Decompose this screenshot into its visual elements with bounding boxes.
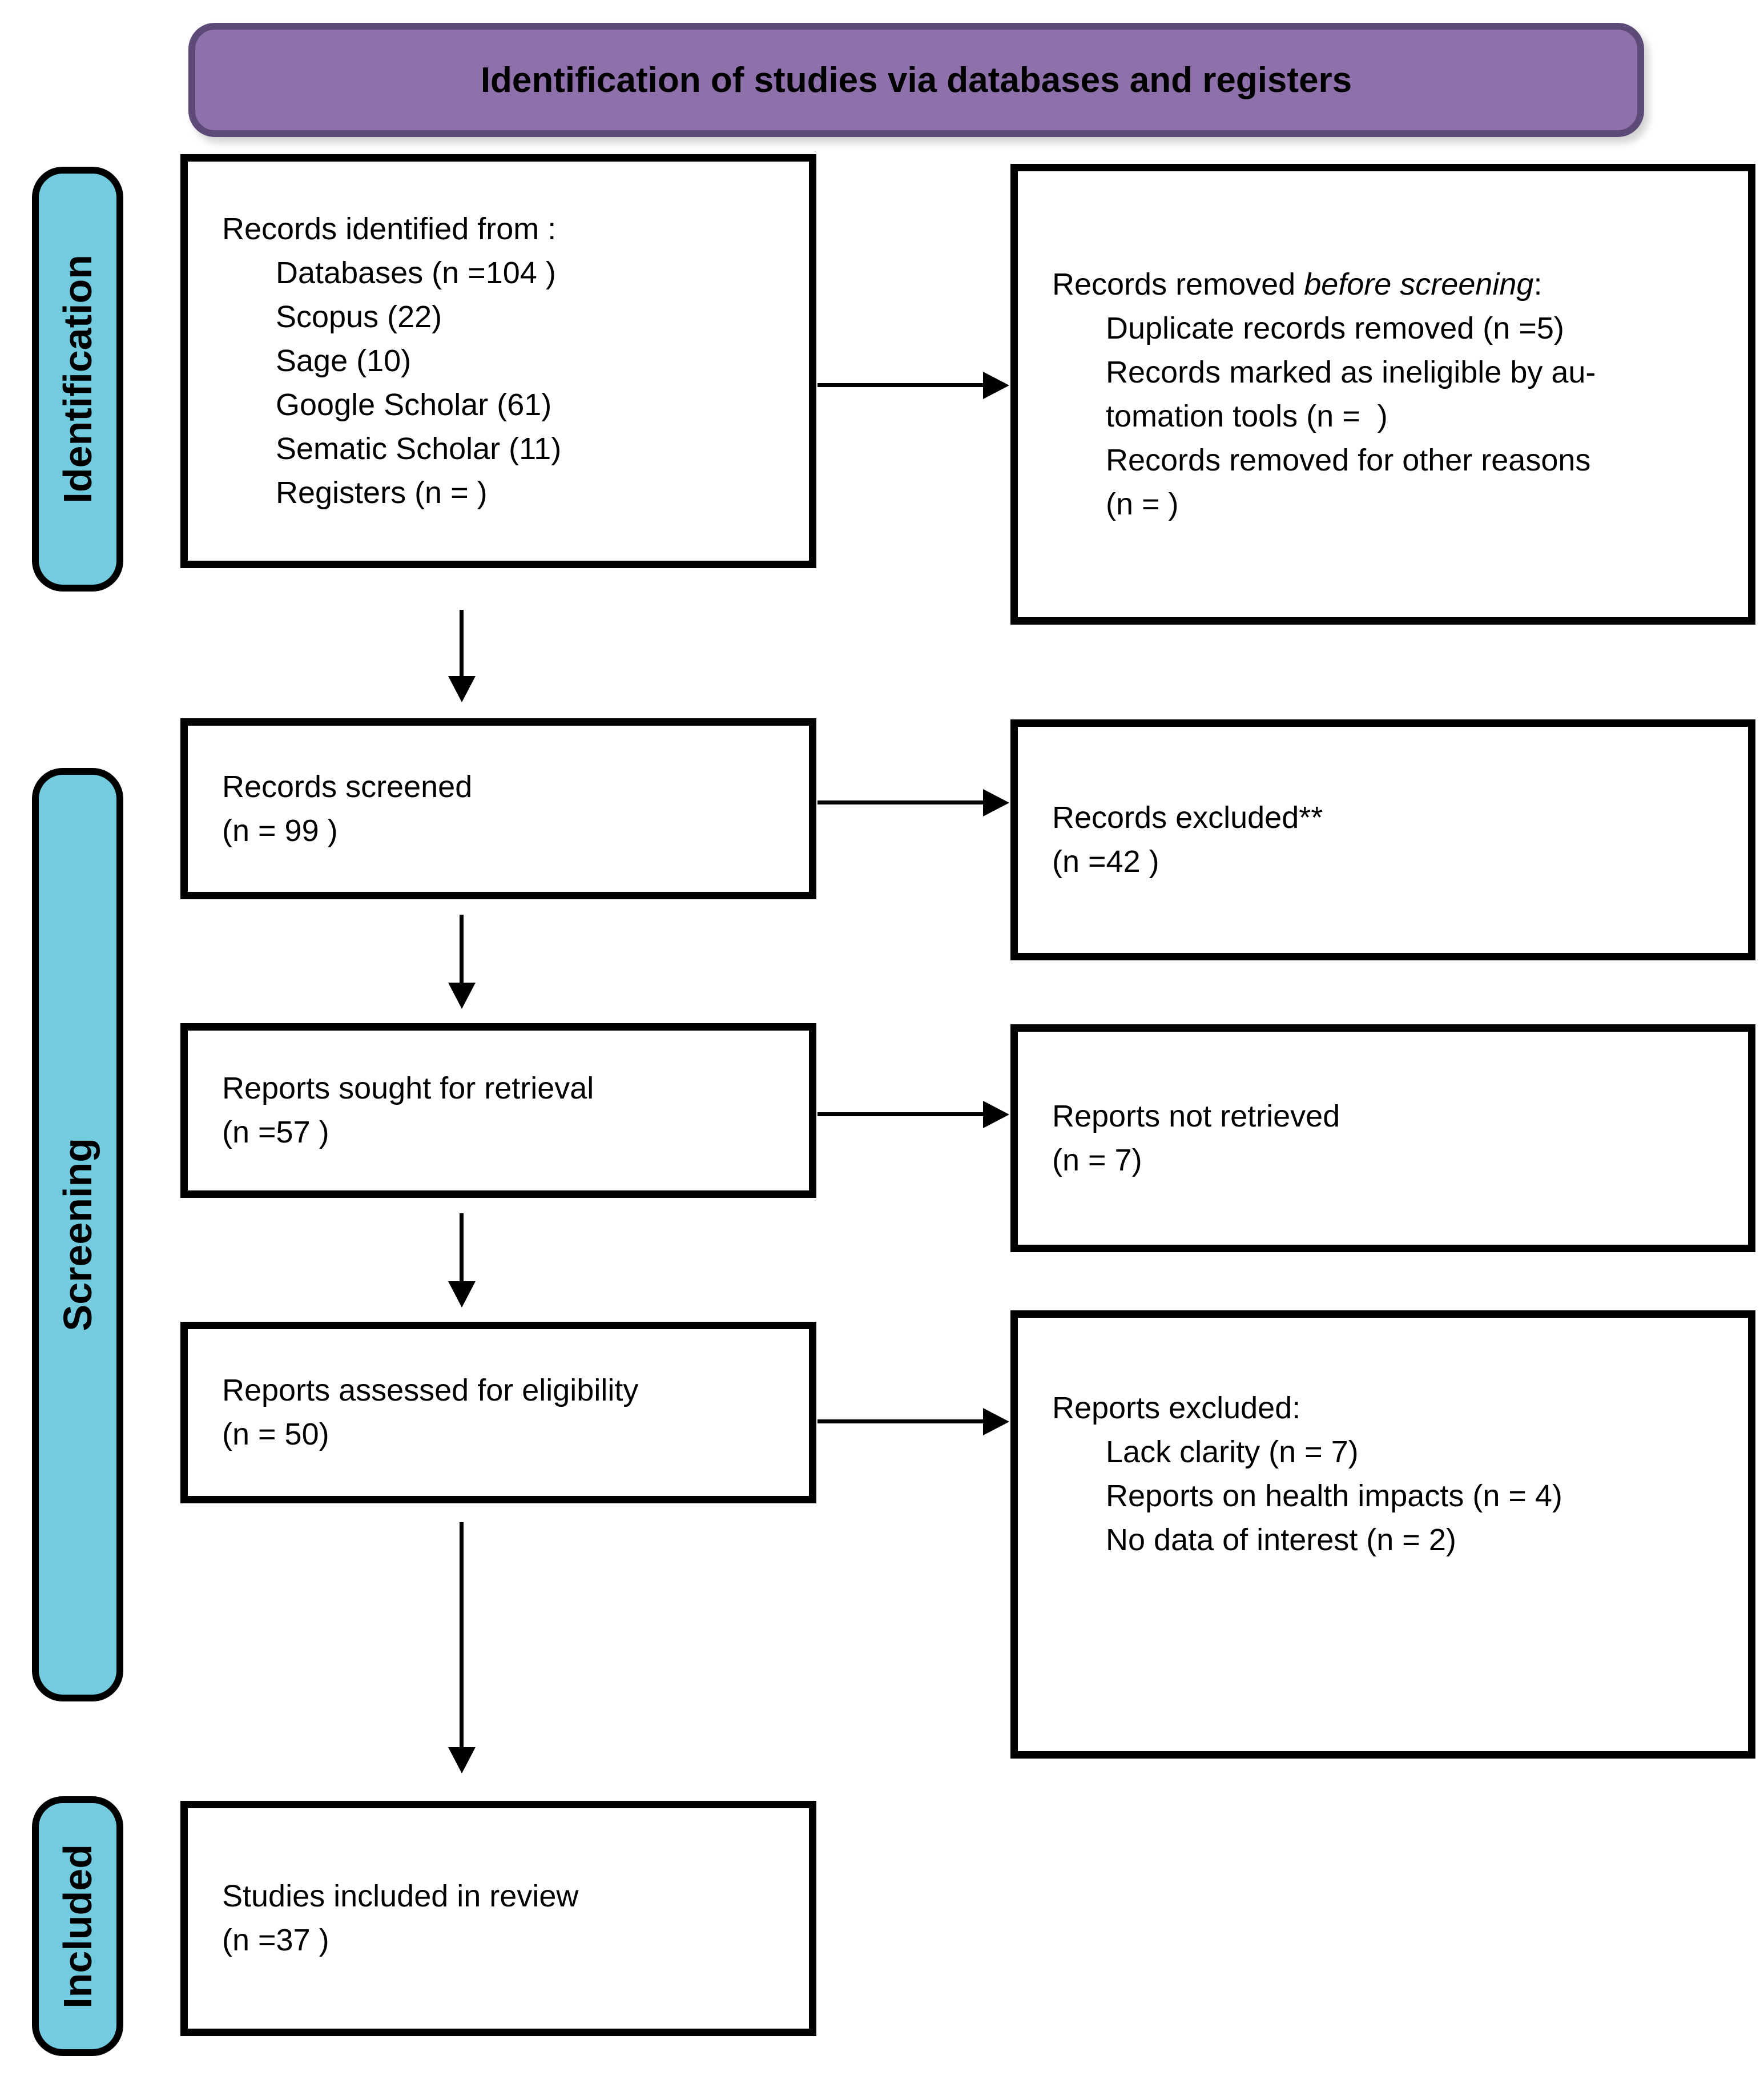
arrow-assessed-to-included (460, 1522, 464, 1747)
stage-included (32, 1796, 123, 2056)
box-studies-included (180, 1801, 816, 2036)
source-sematic-scholar: Sematic Scholar (11) (276, 432, 562, 466)
box-records-excluded (1010, 719, 1755, 960)
excluded-health-impacts: Reports on health impacts (n = 4) (1106, 1479, 1562, 1513)
box-records-excluded-count: (n =42 ) (1052, 844, 1159, 879)
stage-identification-label: Identification (55, 255, 100, 504)
stage-screening-label: Screening (55, 1138, 100, 1331)
box-studies-included-title: Studies included in review (222, 1879, 579, 1913)
header-banner (188, 23, 1644, 137)
box-reports-not-retrieved-title: Reports not retrieved (1052, 1099, 1340, 1133)
box-reports-sought-count: (n =57 ) (222, 1115, 329, 1149)
stage-included-label: Included (55, 1844, 100, 2009)
box-reports-sought (180, 1023, 816, 1198)
box-records-identified (180, 154, 816, 568)
page-title: Identification of studies via databases and registers (480, 60, 1352, 100)
arrow-sought-to-not-retrieved (817, 1112, 983, 1116)
arrow-identified-to-screened (460, 610, 464, 676)
source-google-scholar: Google Scholar (61) (276, 388, 552, 422)
source-sage: Sage (10) (276, 344, 412, 378)
source-databases: Databases (n =104 ) (276, 256, 556, 290)
removed-automation-2: tomation tools (n = ) (1106, 399, 1388, 433)
box-records-removed-title (1052, 263, 1731, 307)
box-records-screened-count: (n = 99 ) (222, 813, 338, 848)
box-records-screened-title: Records screened (222, 769, 473, 804)
box-reports-assessed (180, 1322, 816, 1503)
box-reports-not-retrieved-count: (n = 7) (1052, 1142, 1142, 1177)
arrow-identified-to-removed (817, 383, 983, 387)
removed-duplicates: Duplicate records removed (n =5) (1106, 311, 1564, 345)
arrow-sought-to-assessed (460, 1213, 464, 1281)
removed-other-reasons-2: (n = ) (1106, 486, 1179, 521)
box-records-identified-title: Records identified from : (222, 212, 557, 246)
box-records-removed (1010, 164, 1755, 625)
box-reports-not-retrieved (1010, 1024, 1755, 1252)
removed-automation-1: Records marked as ineligible by au- (1106, 355, 1596, 389)
title-prefix: Records removed (1052, 267, 1304, 301)
arrow-screened-to-sought (460, 915, 464, 983)
box-records-excluded-title: Records excluded** (1052, 800, 1323, 835)
box-records-screened (180, 718, 816, 899)
title-suffix: : (1533, 267, 1543, 301)
box-reports-assessed-count: (n = 50) (222, 1417, 329, 1451)
arrow-assessed-to-reports-excluded (817, 1419, 983, 1423)
stage-identification (32, 167, 123, 592)
box-reports-excluded-title: Reports excluded: (1052, 1391, 1301, 1425)
excluded-no-data: No data of interest (n = 2) (1106, 1523, 1456, 1557)
box-reports-excluded (1010, 1310, 1755, 1759)
source-scopus: Scopus (22) (276, 300, 442, 334)
stage-screening (32, 768, 123, 1701)
box-studies-included-count: (n =37 ) (222, 1923, 329, 1957)
box-reports-assessed-title: Reports assessed for eligibility (222, 1373, 639, 1407)
arrow-screened-to-excluded (817, 800, 983, 804)
italic-before-screening: before screening (1304, 267, 1534, 301)
box-reports-sought-title: Reports sought for retrieval (222, 1071, 594, 1105)
excluded-lack-clarity: Lack clarity (n = 7) (1106, 1435, 1359, 1469)
removed-other-reasons-1: Records removed for other reasons (1106, 442, 1591, 477)
source-registers: Registers (n = ) (276, 476, 488, 510)
